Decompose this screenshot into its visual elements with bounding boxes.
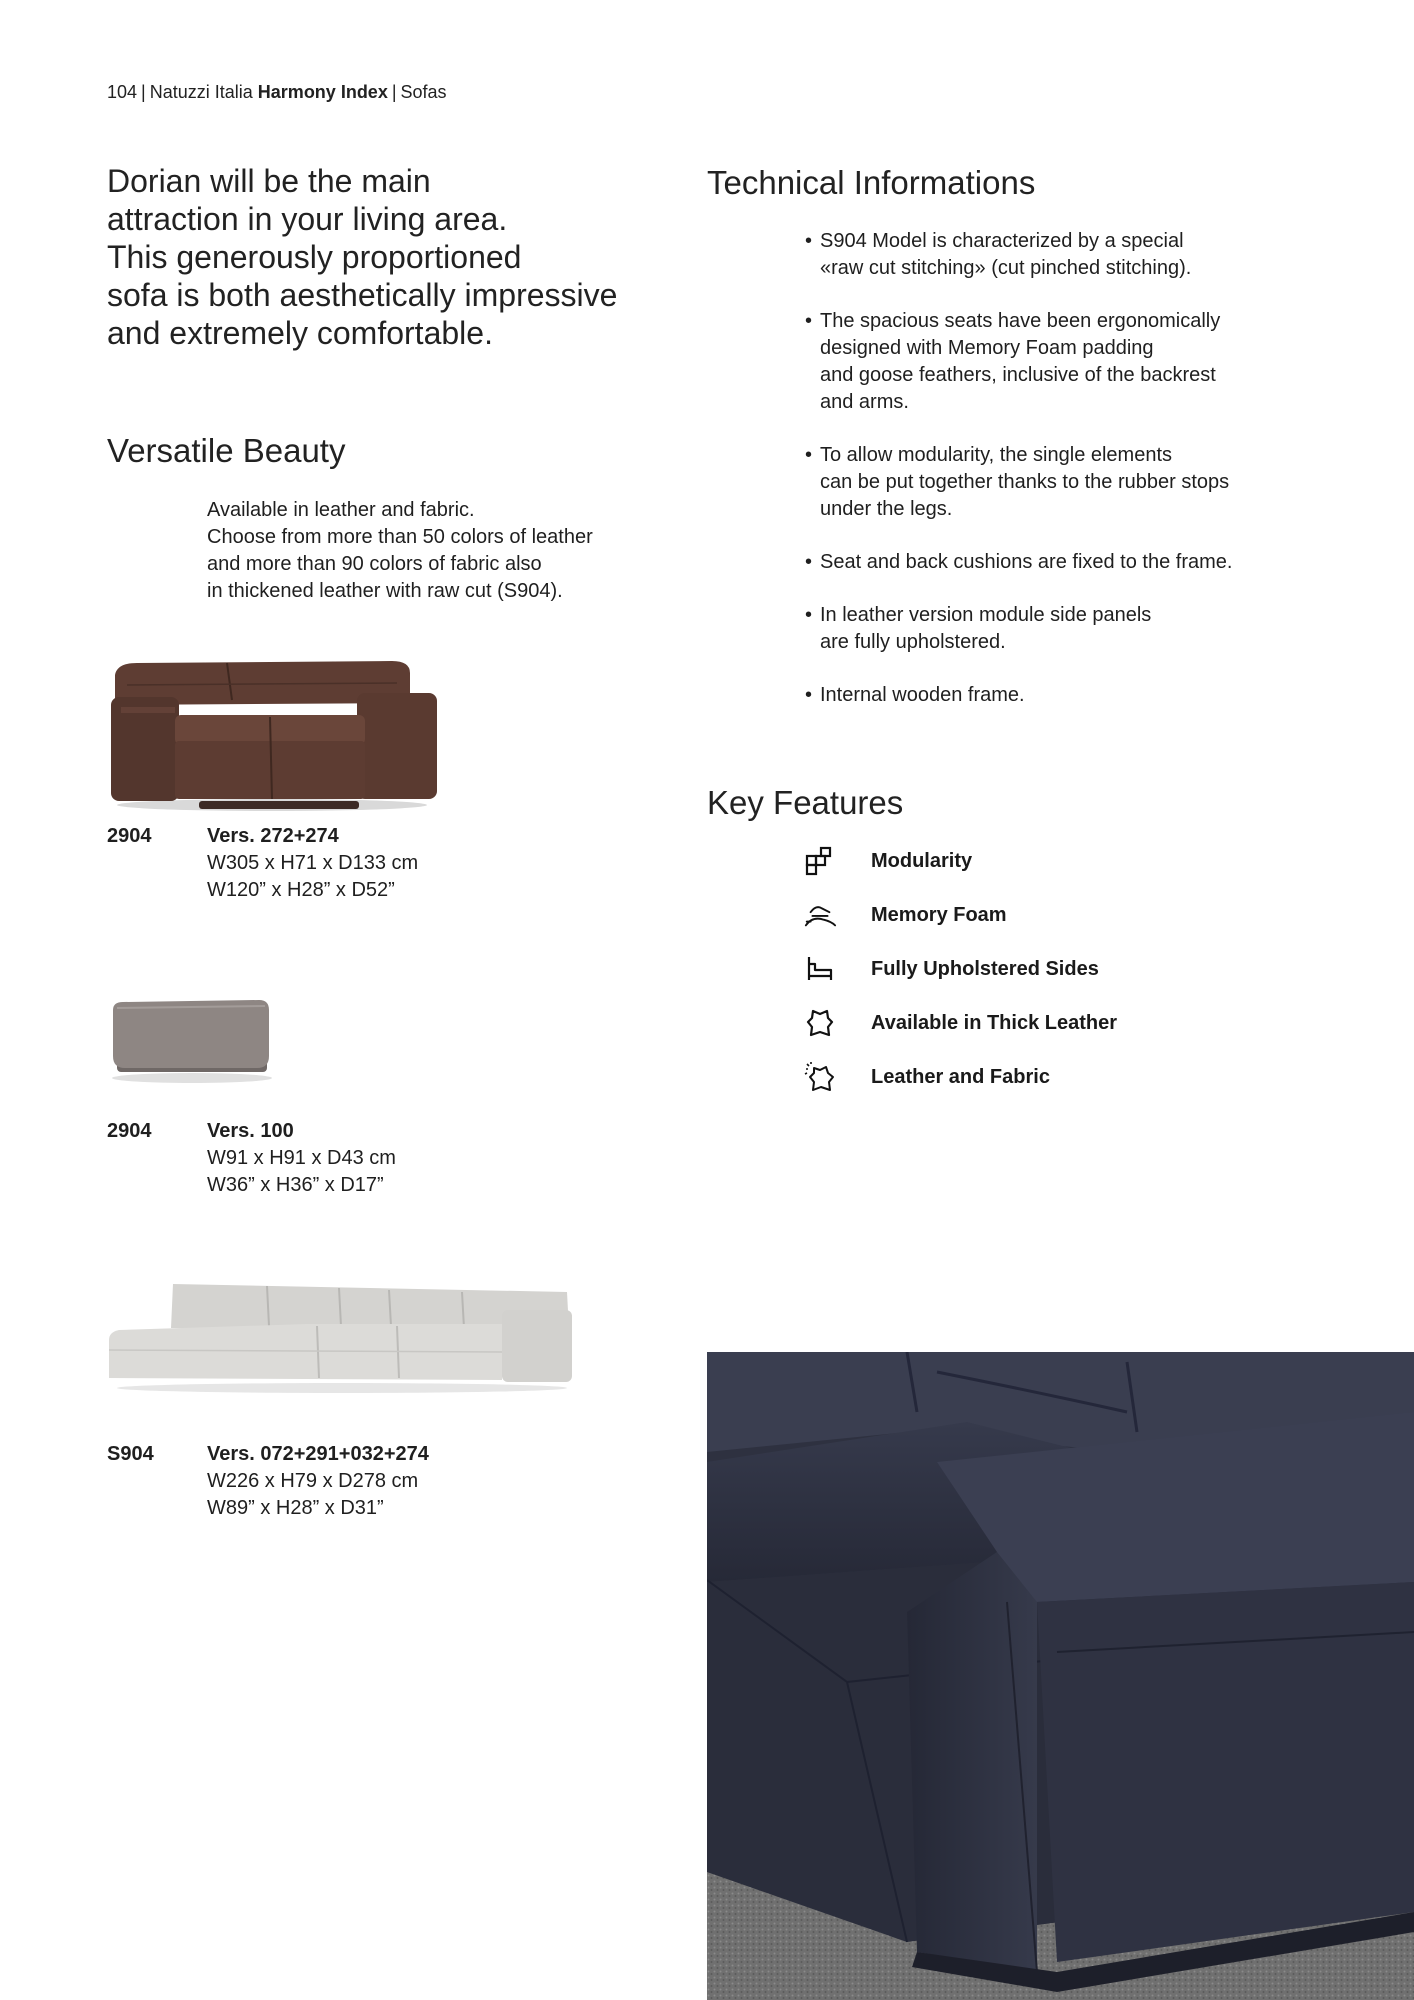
technical-line: • The spacious seats have been ergonomically bbox=[820, 310, 1221, 332]
modularity-icon bbox=[803, 844, 837, 878]
brown-sofa-image bbox=[107, 655, 437, 815]
page-number: 104 bbox=[107, 82, 138, 102]
upholstered-sides-icon bbox=[803, 952, 837, 986]
technical-item bbox=[805, 682, 1325, 709]
technical-line: designed with Memory Foam padding bbox=[820, 337, 1154, 359]
brand-name: Natuzzi Italia bbox=[149, 82, 253, 102]
product-code: 2904 bbox=[107, 1120, 152, 1142]
technical-line: under the legs. bbox=[820, 498, 953, 520]
technical-list bbox=[805, 228, 1325, 735]
product-dims-in: W120” x H28” x D52” bbox=[207, 879, 395, 901]
technical-item bbox=[805, 308, 1325, 416]
feature-label: Available in Thick Leather bbox=[871, 1011, 1118, 1034]
product-info bbox=[207, 823, 418, 904]
intro-line: This generously proportioned bbox=[107, 239, 522, 275]
technical-line: • S904 Model is characterized by a special bbox=[820, 230, 1184, 252]
technical-line: and arms. bbox=[820, 391, 909, 413]
technical-line: are fully upholstered. bbox=[820, 631, 1006, 653]
product-code: 2904 bbox=[107, 825, 152, 847]
technical-item bbox=[805, 442, 1325, 523]
navy-sofa-photo bbox=[707, 1352, 1414, 2000]
feature-item bbox=[803, 1060, 1117, 1094]
feature-item bbox=[803, 952, 1117, 986]
technical-line: • Seat and back cushions are fixed to the frame. bbox=[820, 551, 1233, 573]
technical-line: «raw cut stitching» (cut pinched stitching). bbox=[820, 257, 1192, 279]
collection-name: Harmony Index bbox=[257, 82, 388, 102]
versatile-line: and more than 90 colors of fabric also bbox=[207, 553, 542, 575]
technical-item bbox=[805, 549, 1325, 576]
feature-label: Fully Upholstered Sides bbox=[871, 957, 1099, 980]
leather-fabric-icon bbox=[803, 1060, 837, 1094]
feature-label: Modularity bbox=[871, 849, 973, 872]
versatile-beauty-text bbox=[207, 497, 593, 605]
technical-heading: Technical Informations bbox=[707, 164, 1036, 201]
product-info bbox=[207, 1118, 396, 1199]
product-version: Vers. 272+274 bbox=[207, 825, 339, 847]
technical-line: • In leather version module side panels bbox=[820, 604, 1152, 626]
feature-item bbox=[803, 1006, 1117, 1040]
technical-line: and goose feathers, inclusive of the backrest bbox=[820, 364, 1216, 386]
technical-line: • Internal wooden frame. bbox=[820, 684, 1025, 706]
feature-label: Memory Foam bbox=[871, 903, 1007, 926]
intro-paragraph bbox=[107, 162, 667, 352]
feature-item bbox=[803, 898, 1117, 932]
technical-item bbox=[805, 602, 1325, 656]
intro-line: sofa is both aesthetically impressive bbox=[107, 277, 618, 313]
versatile-line: in thickened leather with raw cut (S904). bbox=[207, 580, 563, 602]
product-dims-cm: W226 x H79 x D278 cm bbox=[207, 1470, 419, 1492]
versatile-beauty-heading: Versatile Beauty bbox=[107, 432, 346, 469]
feature-item bbox=[803, 844, 1117, 878]
navy-sofa-illustration bbox=[707, 1352, 1414, 2000]
section-name: Sofas bbox=[400, 82, 447, 102]
product-code: S904 bbox=[107, 1443, 154, 1465]
versatile-line: Choose from more than 50 colors of leather bbox=[207, 526, 593, 548]
intro-line: and extremely comfortable. bbox=[107, 315, 493, 351]
intro-line: attraction in your living area. bbox=[107, 201, 508, 237]
product-info bbox=[207, 1441, 429, 1522]
product-dims-cm: W305 x H71 x D133 cm bbox=[207, 852, 419, 874]
versatile-line: Available in leather and fabric. bbox=[207, 499, 475, 521]
technical-item bbox=[805, 228, 1325, 282]
technical-line: can be put together thanks to the rubber stops bbox=[820, 471, 1230, 493]
feature-label: Leather and Fabric bbox=[871, 1065, 1050, 1088]
product-dims-cm: W91 x H91 x D43 cm bbox=[207, 1147, 396, 1169]
memory-foam-icon bbox=[803, 898, 837, 932]
product-dims-in: W89” x H28” x D31” bbox=[207, 1497, 384, 1519]
key-features-heading: Key Features bbox=[707, 784, 904, 821]
grey-ottoman-image bbox=[107, 996, 277, 1086]
white-sectional-image bbox=[107, 1280, 577, 1395]
product-dims-in: W36” x H36” x D17” bbox=[207, 1174, 384, 1196]
page-header: 104 | Natuzzi Italia Harmony Index | Sofas bbox=[107, 82, 447, 102]
key-features-list bbox=[803, 844, 1117, 1114]
technical-line: • To allow modularity, the single elements bbox=[820, 444, 1173, 466]
product-version: Vers. 072+291+032+274 bbox=[207, 1443, 429, 1465]
thick-leather-icon bbox=[803, 1006, 837, 1040]
intro-line: Dorian will be the main bbox=[107, 163, 431, 199]
product-version: Vers. 100 bbox=[207, 1120, 294, 1142]
